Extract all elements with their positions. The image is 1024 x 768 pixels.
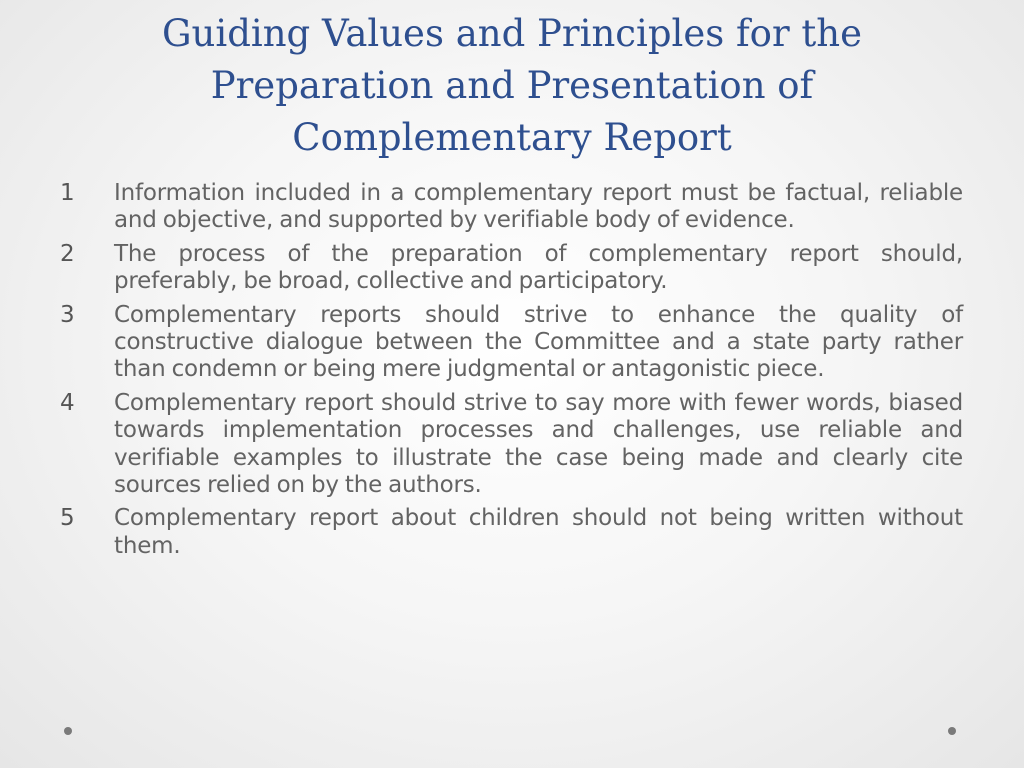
item-number: 5: [60, 505, 75, 532]
item-text: Complementary report about children should not being written without them.: [114, 505, 963, 559]
decorative-dot-left: [64, 727, 72, 735]
item-number: 2: [60, 240, 75, 267]
item-number: 1: [60, 180, 75, 206]
item-text: Complementary reports should strive to enhance the quality of constructive dialogue between the Committee and a state party rather than condemn or being mere judgmental or antagonistic piece.: [114, 301, 963, 383]
list-item: [60, 180, 963, 235]
decorative-dot-right: [948, 727, 956, 735]
item-number: 4: [60, 389, 75, 416]
item-text: The process of the preparation of complementary report should, preferably, be broad, collective and participatory.: [114, 240, 963, 295]
item-text: Complementary report should strive to say more with fewer words, biased towards implementation processes and challenges, use reliable and verifiable examples to illustrate the case being made and clearly cite sources relied on by the authors.: [114, 389, 963, 499]
list-item: [60, 505, 963, 560]
item-number: 3: [60, 301, 75, 328]
list-item: [60, 390, 963, 500]
slide-title: Guiding Values and Principles for the Preparation and Presentation of Complementary Report: [161, 12, 863, 159]
item-text: Information included in a complementary report must be factual, reliable and objective, and supported by verifiable body of evidence.: [114, 180, 963, 234]
list-item: [60, 241, 963, 296]
principles-list: [60, 180, 963, 566]
list-item: [60, 302, 963, 384]
